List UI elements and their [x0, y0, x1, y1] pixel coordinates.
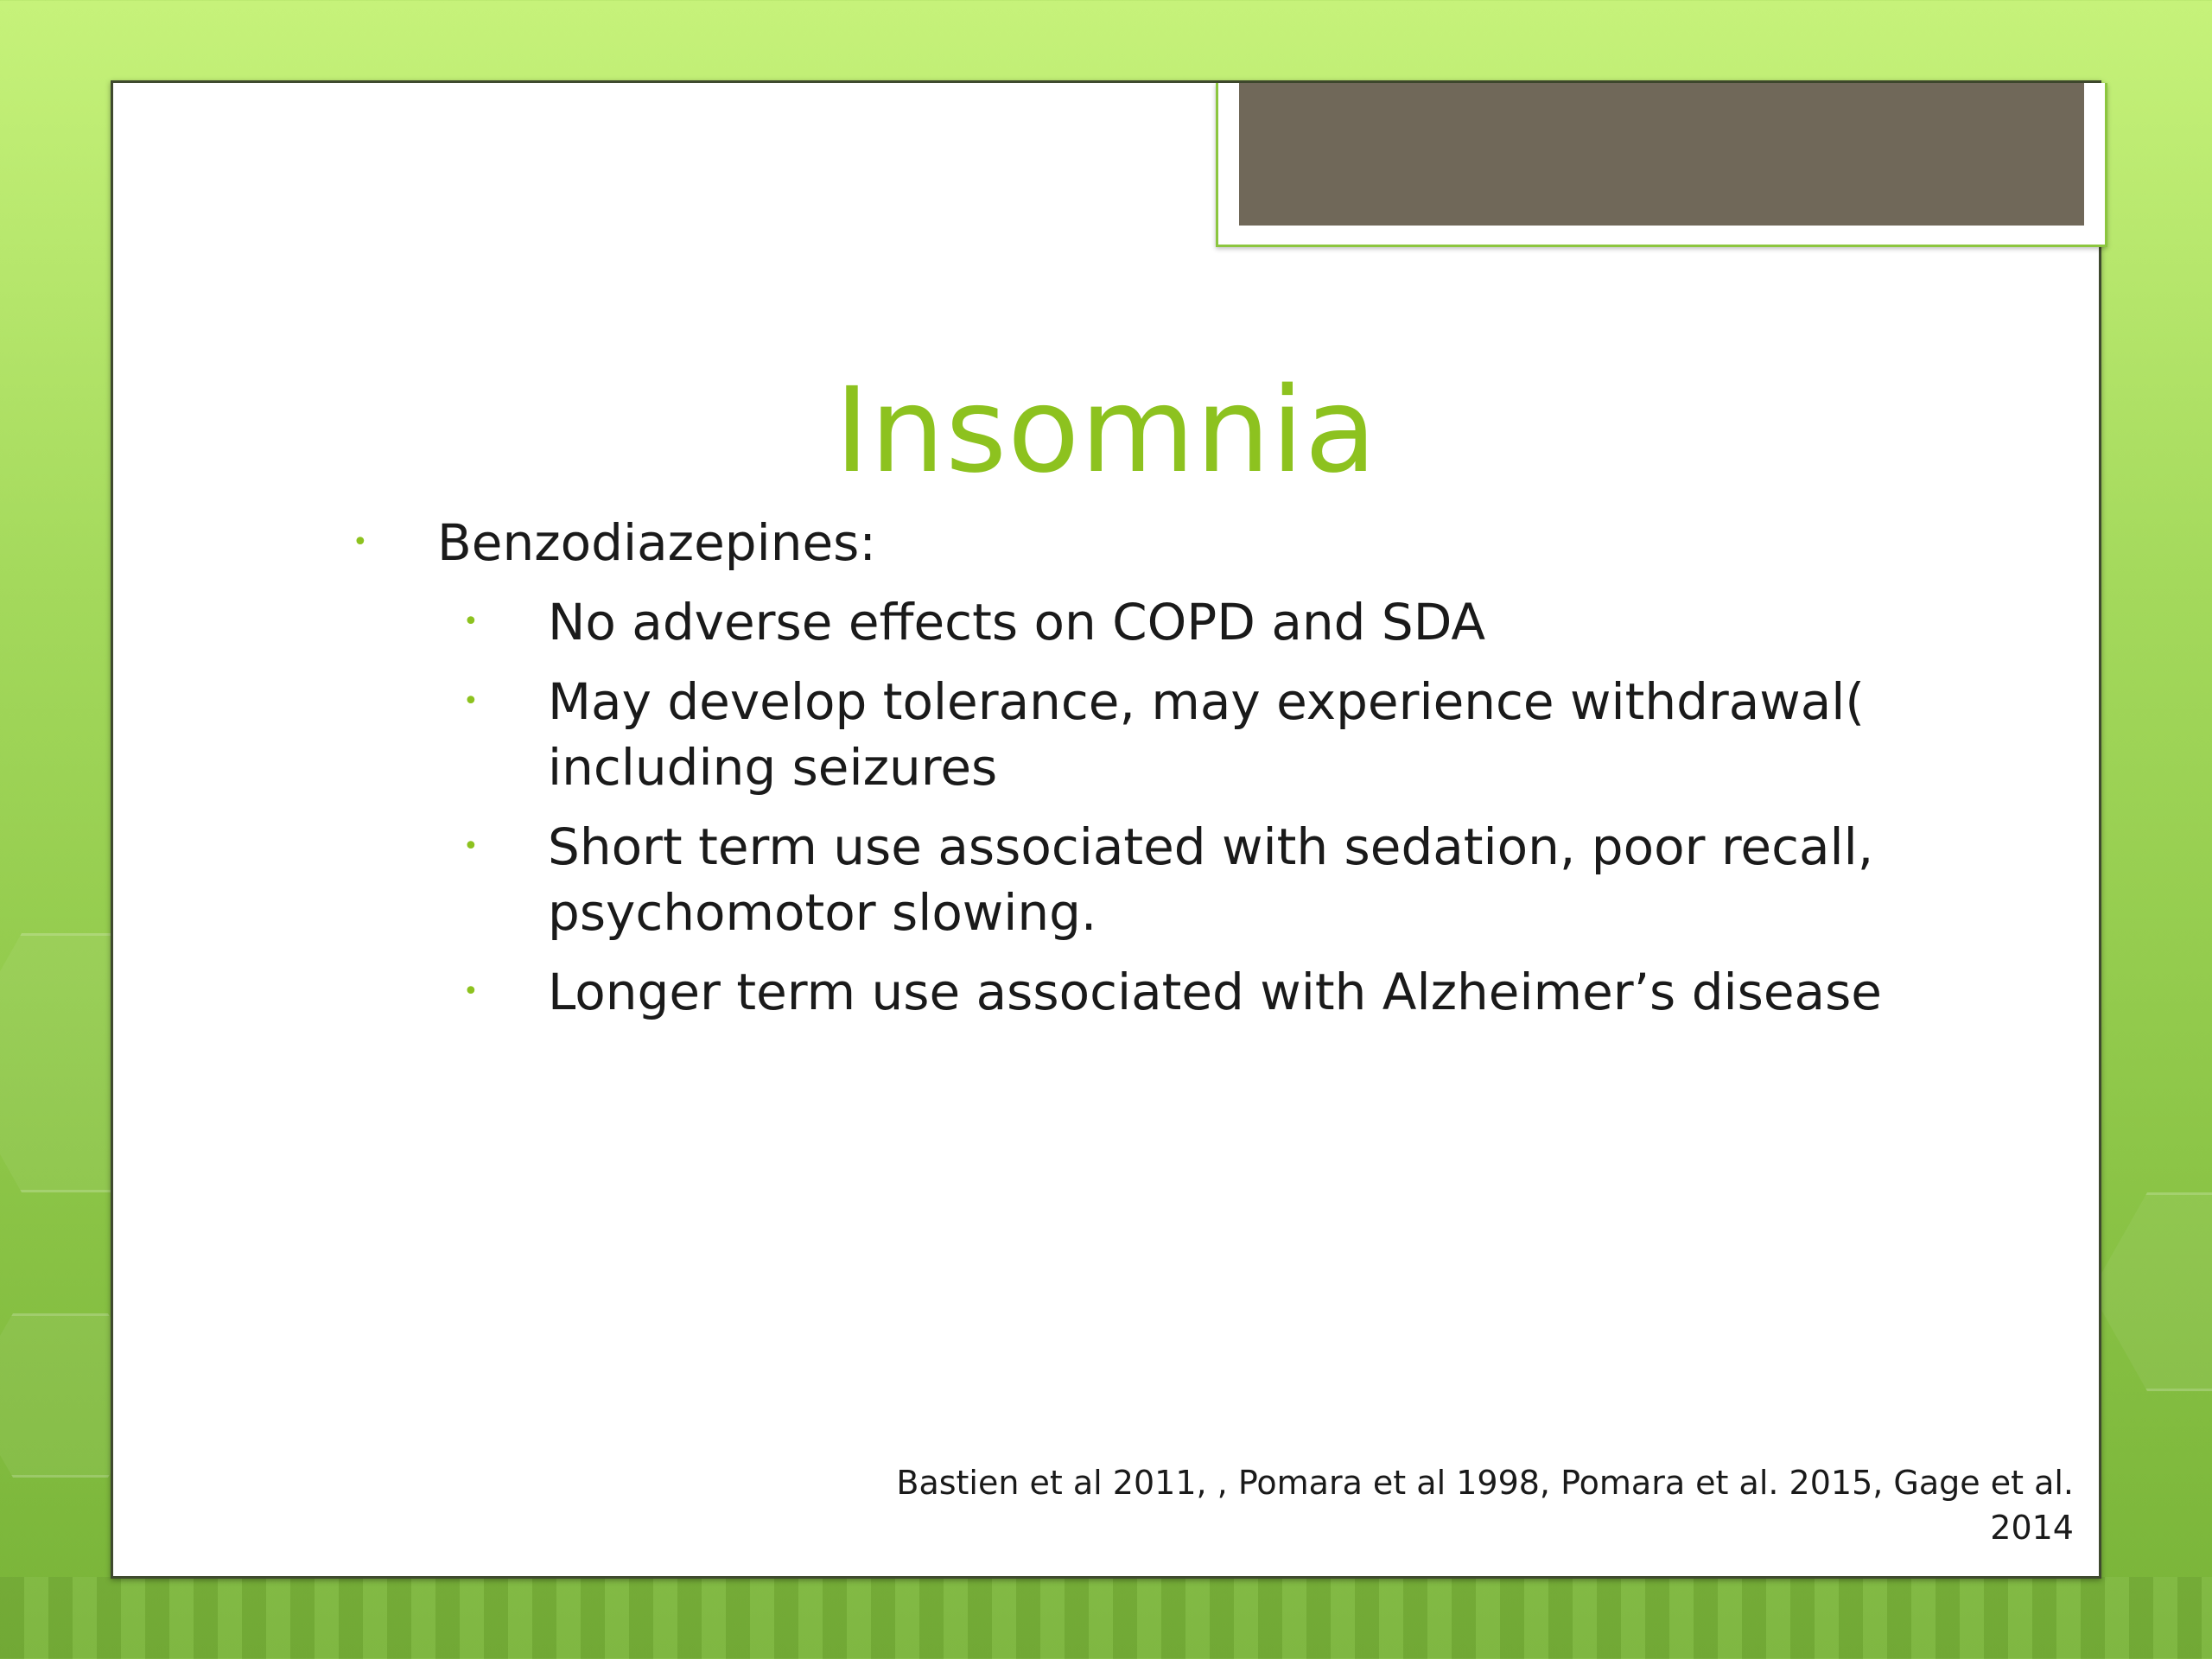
background-stripes — [0, 1577, 2212, 1659]
bullet-dot-icon: • — [353, 527, 368, 557]
bullet-text: Benzodiazepines: — [437, 513, 876, 572]
sub-bullet-text: May develop tolerance, may experience withdrawal( including seizures — [548, 672, 1866, 797]
sub-bullet-item — [346, 959, 2039, 1025]
bullet-dot-icon: • — [463, 686, 479, 716]
sub-bullet-item — [346, 814, 2039, 945]
citation — [691, 1460, 2074, 1550]
citation-line: 2014 — [1990, 1509, 2074, 1547]
bullet-list — [346, 510, 2039, 1025]
citation-line: Bastien et al 2011, , Pomara et al 1998, Pomara et al. 2015, Gage et al. — [896, 1464, 2074, 1502]
photo-frame — [1216, 83, 2107, 247]
header-photo — [1239, 83, 2084, 226]
sub-bullet-text: Short term use associated with sedation, poor recall, psychomotor slowing. — [548, 817, 1874, 942]
slide-title: Insomnia — [834, 363, 1378, 499]
sub-bullet-text: Longer term use associated with Alzheimer’s disease — [548, 963, 1882, 1021]
bullet-item — [346, 510, 2039, 575]
sub-bullet-text: No adverse effects on COPD and SDA — [548, 593, 1486, 652]
background-hexagon — [2091, 1192, 2212, 1391]
sub-bullet-item — [346, 589, 2039, 655]
bullet-dot-icon: • — [463, 607, 479, 637]
bullet-dot-icon: • — [463, 976, 479, 1007]
sub-bullet-item — [346, 669, 2039, 800]
bullet-dot-icon: • — [463, 831, 479, 861]
